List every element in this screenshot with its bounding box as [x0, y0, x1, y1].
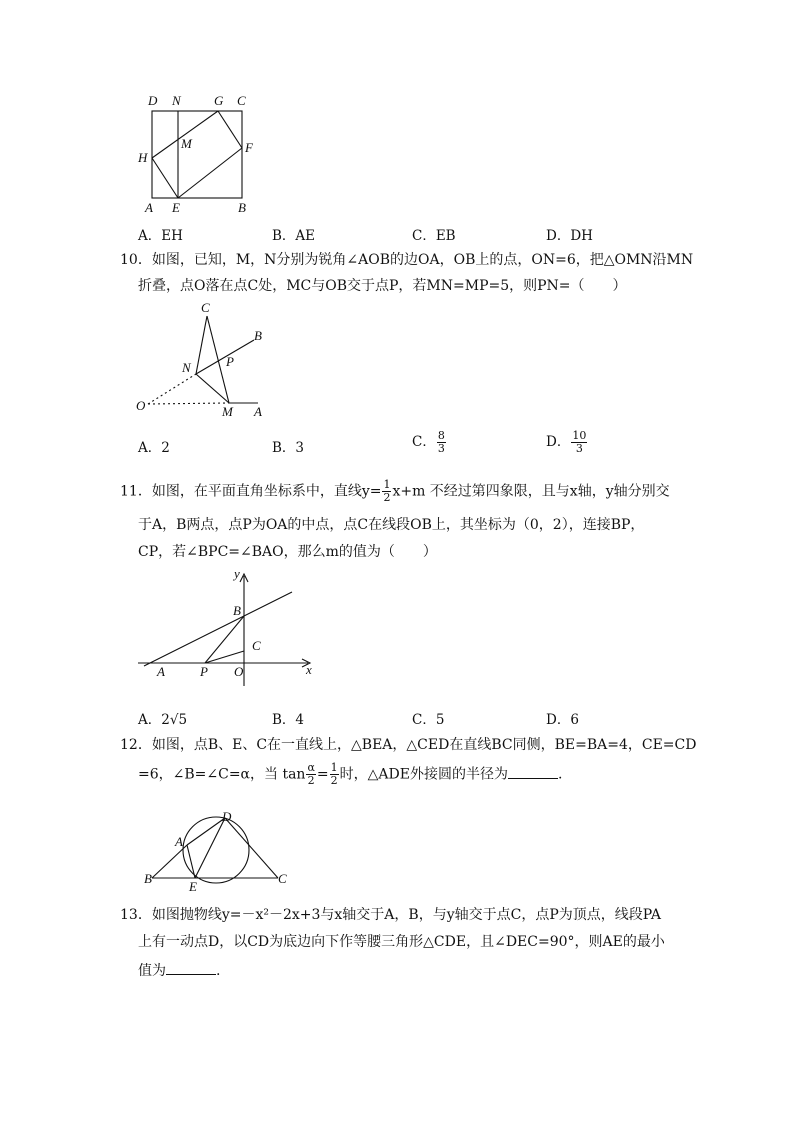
q10-option-c[interactable] — [412, 430, 447, 455]
q12-figure — [138, 806, 298, 896]
label-O: O — [136, 398, 146, 413]
label-N: N — [182, 360, 191, 375]
label-C: C — [237, 93, 246, 108]
q11-text-line2: 于A，B两点，点P为OA的中点，点C在线段OB上，其坐标为（0，2），连接BP， — [138, 517, 645, 533]
label-B: B — [233, 603, 241, 618]
label-M: M — [181, 136, 192, 151]
q11-option-b[interactable]: B．4 — [272, 712, 305, 728]
label-B: B — [144, 871, 152, 886]
q11-line1-b: x+m 不经过第四象限，且与x轴，y轴分别交 — [392, 483, 670, 500]
label-C: C — [252, 638, 261, 653]
q11-figure — [130, 566, 330, 686]
label-B: B — [238, 200, 246, 215]
fraction-alpha-2: $\frac{\alpha}{2}$ — [307, 761, 315, 787]
label-H: H — [138, 150, 148, 165]
segment-PB — [205, 616, 244, 663]
segment-NC — [196, 316, 207, 374]
q9-figure — [130, 90, 270, 222]
line-AB — [144, 592, 292, 666]
fraction-10-3: $\frac{10}{3}$ — [572, 429, 587, 455]
label-F: F — [245, 140, 253, 155]
answer-blank[interactable] — [166, 960, 216, 975]
label-B: B — [254, 328, 262, 343]
label-G: G — [214, 93, 224, 108]
q13-text-line1: 13．如图抛物线y=－x²－2x+3与x轴交于A，B，与y轴交于点C，点P为顶点，线段PA — [120, 907, 661, 923]
segment-AE — [187, 845, 195, 878]
fraction-1-2: $\frac{1}{2}$ — [330, 761, 338, 787]
segment-FE — [178, 148, 242, 198]
q12-text-line1: 12．如图，点B、E、C在一直线上，△BEA，△CED在直线BC同侧，BE=BA=4，CE=CD — [120, 737, 697, 753]
q10-text-line2: 折叠，点O落在点C处，MC与OB交于点P，若MN=MP=5，则PN=（ ） — [138, 278, 627, 294]
q9-option-c[interactable]: C．EB — [412, 228, 456, 244]
label-C: C — [201, 300, 210, 315]
dashed-OM — [148, 403, 229, 404]
q10-option-a[interactable]: A．2 — [138, 440, 170, 456]
label-D: D — [148, 93, 158, 108]
segment-ED — [195, 818, 225, 878]
label-N: N — [172, 93, 181, 108]
q13-line3-a: 值为 — [138, 963, 166, 979]
fraction-1-2: $\frac{1}{2}$ — [383, 478, 391, 504]
label-A: A — [145, 200, 153, 215]
circumcircle-ADE — [183, 817, 249, 883]
q13-line3-end: . — [216, 963, 221, 979]
segment-PC — [205, 651, 244, 663]
q11-line1-a: 11．如图，在平面直角坐标系中，直线y= — [120, 483, 382, 500]
q12-line2-b: 时，△ADE外接圆的半径为 — [339, 766, 508, 783]
label-P: P — [200, 664, 208, 679]
label-O: O — [234, 664, 244, 679]
label-A: A — [175, 834, 183, 849]
label-E: E — [172, 200, 180, 215]
label-x: x — [306, 662, 312, 677]
q10-option-d[interactable] — [546, 430, 588, 455]
label-D: D — [222, 809, 232, 824]
segment-DC — [225, 818, 278, 878]
q10-option-d-label: D． — [546, 434, 571, 450]
q12-text-line2 — [138, 762, 562, 787]
label-E: E — [189, 879, 197, 894]
segment-EH — [152, 158, 178, 198]
q9-option-b[interactable]: B．AE — [272, 228, 316, 244]
label-A: A — [157, 664, 165, 679]
fraction-8-3: $\frac{8}{3}$ — [437, 429, 445, 455]
q12-equals: = — [316, 766, 329, 783]
q10-text-line1: 10．如图，已知，M，N分别为锐角∠AOB的边OA，OB上的点，ON=6，把△OMN沿MN — [120, 252, 694, 268]
q11-option-c[interactable]: C．5 — [412, 712, 445, 728]
q12-line2-a: =6，∠B=∠C=α，当 tan — [138, 766, 306, 783]
q11-option-a[interactable]: A．2√5 — [138, 712, 188, 728]
label-y: y — [234, 566, 240, 581]
q10-option-b[interactable]: B．3 — [272, 440, 305, 456]
segment-GF — [218, 111, 242, 148]
label-P: P — [226, 354, 234, 369]
segment-AD — [187, 818, 225, 845]
square-ABCD — [152, 111, 242, 198]
q9-option-a[interactable]: A．EH — [138, 228, 183, 244]
q10-figure — [130, 298, 270, 422]
ray-OB-solid — [196, 340, 254, 374]
segment-BA — [152, 845, 187, 878]
label-M: M — [222, 404, 233, 419]
q13-text-line3 — [138, 960, 220, 981]
label-C: C — [278, 871, 287, 886]
dashed-ON — [148, 374, 196, 404]
answer-blank[interactable] — [508, 764, 558, 779]
q11-text-line1 — [120, 479, 670, 504]
q13-text-line2: 上有一动点D，以CD为底边向下作等腰三角形△CDE，且∠DEC=90°，则AE的最小 — [138, 934, 665, 950]
q11-option-d[interactable]: D．6 — [546, 712, 579, 728]
q12-line2-end: . — [557, 766, 563, 783]
segment-NM — [196, 374, 229, 403]
q11-text-line3: CP，若∠BPC=∠BAO，那么m的值为（ ） — [138, 544, 437, 560]
q9-option-d[interactable]: D．DH — [546, 228, 593, 244]
label-A: A — [254, 404, 262, 419]
q10-option-c-label: C． — [412, 434, 436, 450]
